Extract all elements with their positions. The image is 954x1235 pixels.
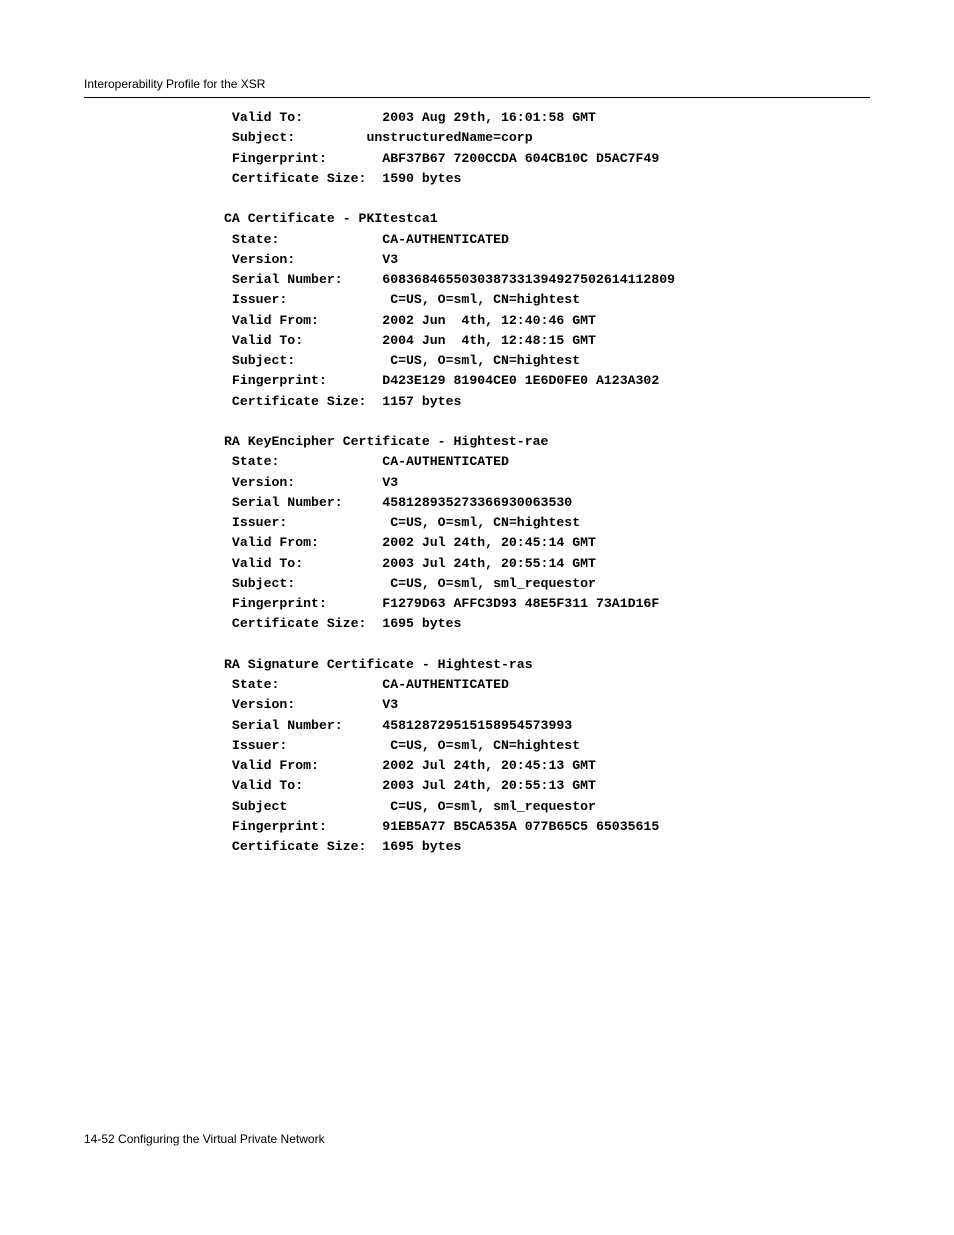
code-line: Subject: C=US, O=sml, CN=hightest — [224, 353, 581, 368]
code-line: RA Signature Certificate - Hightest-ras — [224, 656, 533, 672]
code-line: State: CA-AUTHENTICATED — [224, 454, 509, 470]
code-line: Subject: unstructuredName=corp — [224, 130, 533, 146]
code-line: State: CA-AUTHENTICATED — [224, 231, 509, 247]
code-line: Fingerprint: F1279D63 AFFC3D93 48E5F311 73A1D16F — [224, 596, 660, 611]
code-line: Valid To: 2004 Jun 4th, 12:48:15 GMT — [224, 332, 596, 348]
code-line: Issuer: C=US, O=sml, CN=hightest — [224, 292, 581, 308]
code-line: Fingerprint: 91EB5A77 B5CA535A 077B65C5 65035615 — [224, 818, 660, 834]
code-line: Valid From: 2002 Jun 4th, 12:40:46 GMT — [224, 312, 596, 328]
code-line: Valid To: 2003 Jul 24th, 20:55:14 GMT — [224, 555, 596, 571]
code-line: RA KeyEncipher Certificate - Hightest-rae — [224, 434, 549, 449]
code-line: Serial Number: 458128729515158954573993 — [224, 717, 573, 733]
code-line: Valid From: 2002 Jul 24th, 20:45:13 GMT — [224, 758, 596, 773]
running-header: Interoperability Profile for the XSR — [84, 77, 266, 91]
code-line: Certificate Size: 1590 bytes — [224, 170, 462, 186]
code-line: Version: V3 — [224, 697, 399, 713]
code-line: Version: V3 — [224, 474, 399, 490]
code-line: Serial Number: 6083684655030387331394927502614112809 — [224, 272, 676, 287]
code-line: Issuer: C=US, O=sml, CN=hightest — [224, 515, 581, 530]
page-footer: 14-52 Configuring the Virtual Private Network — [84, 1132, 325, 1146]
code-line: Serial Number: 458128935273366930063530 — [224, 494, 573, 510]
code-line: Certificate Size: 1157 bytes — [224, 393, 462, 409]
code-line: Fingerprint: D423E129 81904CE0 1E6D0FE0 A123A302 — [224, 373, 660, 389]
code-line: Subject: C=US, O=sml, sml_requestor — [224, 575, 596, 591]
code-line: Issuer: C=US, O=sml, CN=hightest — [224, 737, 581, 753]
code-line: CA Certificate - PKItestca1 — [224, 211, 438, 227]
blank-line — [224, 412, 675, 432]
code-line: Subject C=US, O=sml, sml_requestor — [224, 798, 596, 814]
blank-line — [224, 635, 675, 655]
header-rule — [84, 97, 870, 98]
blank-line — [224, 189, 675, 209]
code-line: Fingerprint: ABF37B67 7200CCDA 604CB10C D5AC7F49 — [224, 150, 660, 166]
code-line: Valid To: 2003 Aug 29th, 16:01:58 GMT — [224, 110, 596, 125]
code-line: Valid To: 2003 Jul 24th, 20:55:13 GMT — [224, 778, 596, 794]
code-line: State: CA-AUTHENTICATED — [224, 677, 509, 692]
code-line: Version: V3 — [224, 251, 399, 267]
certificate-code-listing — [224, 108, 675, 857]
code-line: Valid From: 2002 Jul 24th, 20:45:14 GMT — [224, 535, 596, 551]
code-line: Certificate Size: 1695 bytes — [224, 839, 462, 854]
code-line: Certificate Size: 1695 bytes — [224, 616, 462, 632]
